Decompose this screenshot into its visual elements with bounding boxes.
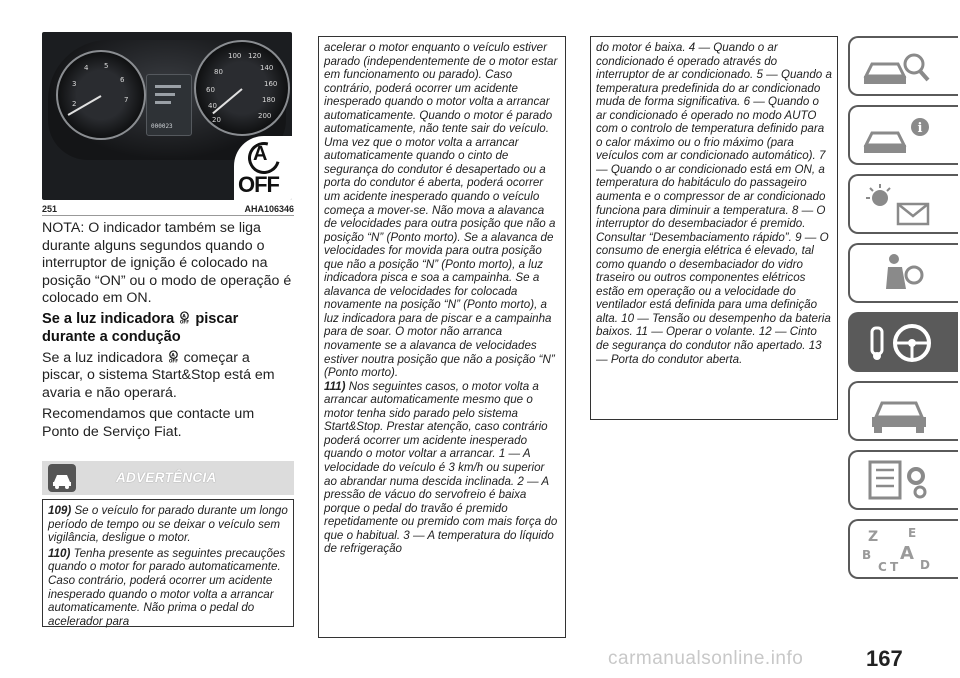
svg-text:i: i <box>917 121 923 136</box>
tab-car-search[interactable] <box>848 36 958 96</box>
speedometer-gauge <box>194 40 290 136</box>
svg-text:D: D <box>920 558 930 572</box>
warning-item: 110) Tenha presente as seguintes precauções quando o motor for parado automaticamente. Caso contrário, poderá ocorrer um acidente inesperado quando o motor volta a arrancar automaticamente. Não prima o pedal do acelerador para <box>48 546 286 628</box>
warning-paragraph: acelerar o motor enquanto o veículo estiver parado (independentemente de o motor estar em funcionamento ou parado). Caso contrário, poderá ocorrer um acidente inesperado quando o motor volta a arrancar automaticamente. Quando o motor é parado automaticamente, não tente sair do veículo. Uma vez que o motor volta a arrancar automaticamente quando o cinto de segurança do condutor é desapertado ou a porta do condutor é aberta, poderá ocorrer um acidente inesperado quando o veículo começa a mover-se. Não mova a alavanca de velocidades para outra posição que não a posição “N” (Ponto morto). Se a alavanca de velocidades for movida para outra posição que não a posição “N” (Ponto morto), a luz indicadora pisca e soa a campainha. Se a alavanca de velocidades for colocada novamente na posição “N” (Ponto morto), a luz indicadora para de piscar e a campainha para de soar. O motor não arranca novamente se a alavanca de velocidades estiver noutra posição que não a posição “N” (Ponto morto). <box>324 41 558 380</box>
settings-list-icon <box>858 456 948 506</box>
gauge-tick: 2 <box>72 100 77 108</box>
svg-text:A: A <box>182 314 187 319</box>
auto-off-indicator-icon: A OFF <box>234 136 292 200</box>
gauge-tick: 6 <box>120 76 125 84</box>
gauge-tick: 120 <box>248 52 262 60</box>
airbag-seat-icon <box>858 249 948 299</box>
steering-wheel-key-icon <box>858 318 948 368</box>
figure-caption <box>42 204 294 214</box>
tab-lights-messages[interactable] <box>848 174 958 234</box>
body-paragraph: Recomendamos que contacte um Ponto de Serviço Fiat. <box>42 406 255 440</box>
chapter-tabs <box>848 36 960 588</box>
gauge-tick: 20 <box>212 116 221 124</box>
car-info-icon <box>858 111 948 161</box>
gauge-tick: 180 <box>262 96 276 104</box>
auto-off-icon <box>167 350 180 363</box>
watermark: carmanualsonline.info <box>608 648 804 669</box>
warning-header <box>42 461 294 495</box>
note-paragraph: NOTA: O indicador também se liga durante alguns segundos quando o interruptor de ignição é colocado na posição “ON” ou o modo de operação é colocado em ON. <box>42 220 292 306</box>
car-search-icon <box>858 42 948 92</box>
gauge-tick: 7 <box>124 96 129 104</box>
alphabet-index-icon <box>858 525 948 575</box>
warning-continuation-box <box>590 36 838 420</box>
svg-text:T: T <box>890 560 899 574</box>
gauge-tick: 60 <box>206 86 215 94</box>
gauge-tick: 140 <box>260 64 274 72</box>
gauge-tick: 4 <box>84 64 89 72</box>
gauge-tick: 200 <box>258 112 272 120</box>
lights-message-icon <box>858 180 948 230</box>
gauge-tick: 80 <box>214 68 223 76</box>
tab-alphabetical-index[interactable] <box>848 519 958 579</box>
tab-safety[interactable] <box>848 243 958 303</box>
gauge-tick: 3 <box>72 80 77 88</box>
svg-text:B: B <box>862 548 872 562</box>
left-column <box>42 32 294 627</box>
gauge-tick: 160 <box>264 80 278 88</box>
warning-paragraph: do motor é baixa. 4 — Quando o ar condicionado é operado através do interruptor de ar condicionado. 5 — Quando a temperatura predefinida do ar condicionado muda de forma significativa. 6 — Quando o ar condicionado é operado no modo AUTO com o controlo de temperatura definido para o calor máximo ou o frio máximo (para veículos com ar condicionado automático). 7 — Quando o ar condicionado está em ON, a temperatura do habitáculo do passageiro aumenta e o compressor de ar condicionado funciona para diminuir a temperatura. 8 — O interruptor do desembaciador é premido. Consultar “Desembaciamento rápido”. 9 — O consumo de energia elétrica é elevado, tal como quando o desembaciador do vidro traseiro ou outros componentes elétricos estão em operação ou a velocidade do ventilador está definida para uma definição alta. 10 — Tensão ou desempenho da bateria baixos. 11 — Operar o volante. 12 — Cinto de segurança do condutor não apertado. 13 — Porta do condutor aberta. <box>596 41 832 366</box>
warning-continuation-box <box>318 36 566 638</box>
gauge-tick: 100 <box>228 52 242 60</box>
svg-text:A: A <box>900 543 914 564</box>
svg-text:A: A <box>170 353 175 358</box>
tab-car-info[interactable] <box>848 105 958 165</box>
tachometer-gauge <box>56 50 146 140</box>
tab-servicing-maintenance[interactable] <box>848 450 958 510</box>
warning-title: ADVERTÊNCIA <box>116 470 217 485</box>
car-warning-icon <box>48 464 76 492</box>
car-front-icon <box>858 387 948 437</box>
tab-in-emergency[interactable] <box>848 381 958 441</box>
warning-item: 109) Se o veículo for parado durante um longo período de tempo ou se deixar o veículo sem vigilância, desligue o motor. <box>48 504 288 545</box>
odometer-readout: 000023 <box>151 123 173 130</box>
gauge-tick: 40 <box>208 102 217 110</box>
svg-text:C: C <box>878 560 887 574</box>
svg-text:E: E <box>908 526 917 540</box>
center-display <box>146 74 192 136</box>
tab-starting-driving[interactable] <box>848 312 958 372</box>
figure-number: 251 <box>42 204 58 214</box>
auto-off-icon <box>178 311 191 324</box>
warning-box <box>42 499 294 627</box>
page-number: 167 <box>866 646 903 671</box>
warning-item: 111) Nos seguintes casos, o motor volta a arrancar automaticamente mesmo que o motor tenha sido parado pelo sistema Start&Stop. Prestar atenção, caso contrário poderá ocorrer um acidente inesperado quando o motor voltar a arrancar. 1 — A velocidade do veículo é 3 km/h ou superior ao abrandar numa descida inclinada. 2 — A pressão de vácuo do servofreio é baixa porque o pedal do travão é premido repetidamente ou premido com mais força do que o habitual. 3 — A temperatura do líquido de refrigeração <box>324 379 558 556</box>
figure-code: AHA106346 <box>244 204 294 214</box>
body-paragraph: Se a luz indicadora A OFF começar a piscar, o sistema Start&Stop está em avaria e não operará. <box>42 349 275 401</box>
instrument-cluster-figure <box>42 32 292 200</box>
gauge-tick: 5 <box>104 62 109 70</box>
svg-text:Z: Z <box>868 529 879 545</box>
svg-text:OFF: OFF <box>168 358 178 363</box>
svg-text:OFF: OFF <box>180 319 190 324</box>
section-heading: Se a luz indicadora A OFF piscar durante a condução <box>42 310 239 345</box>
